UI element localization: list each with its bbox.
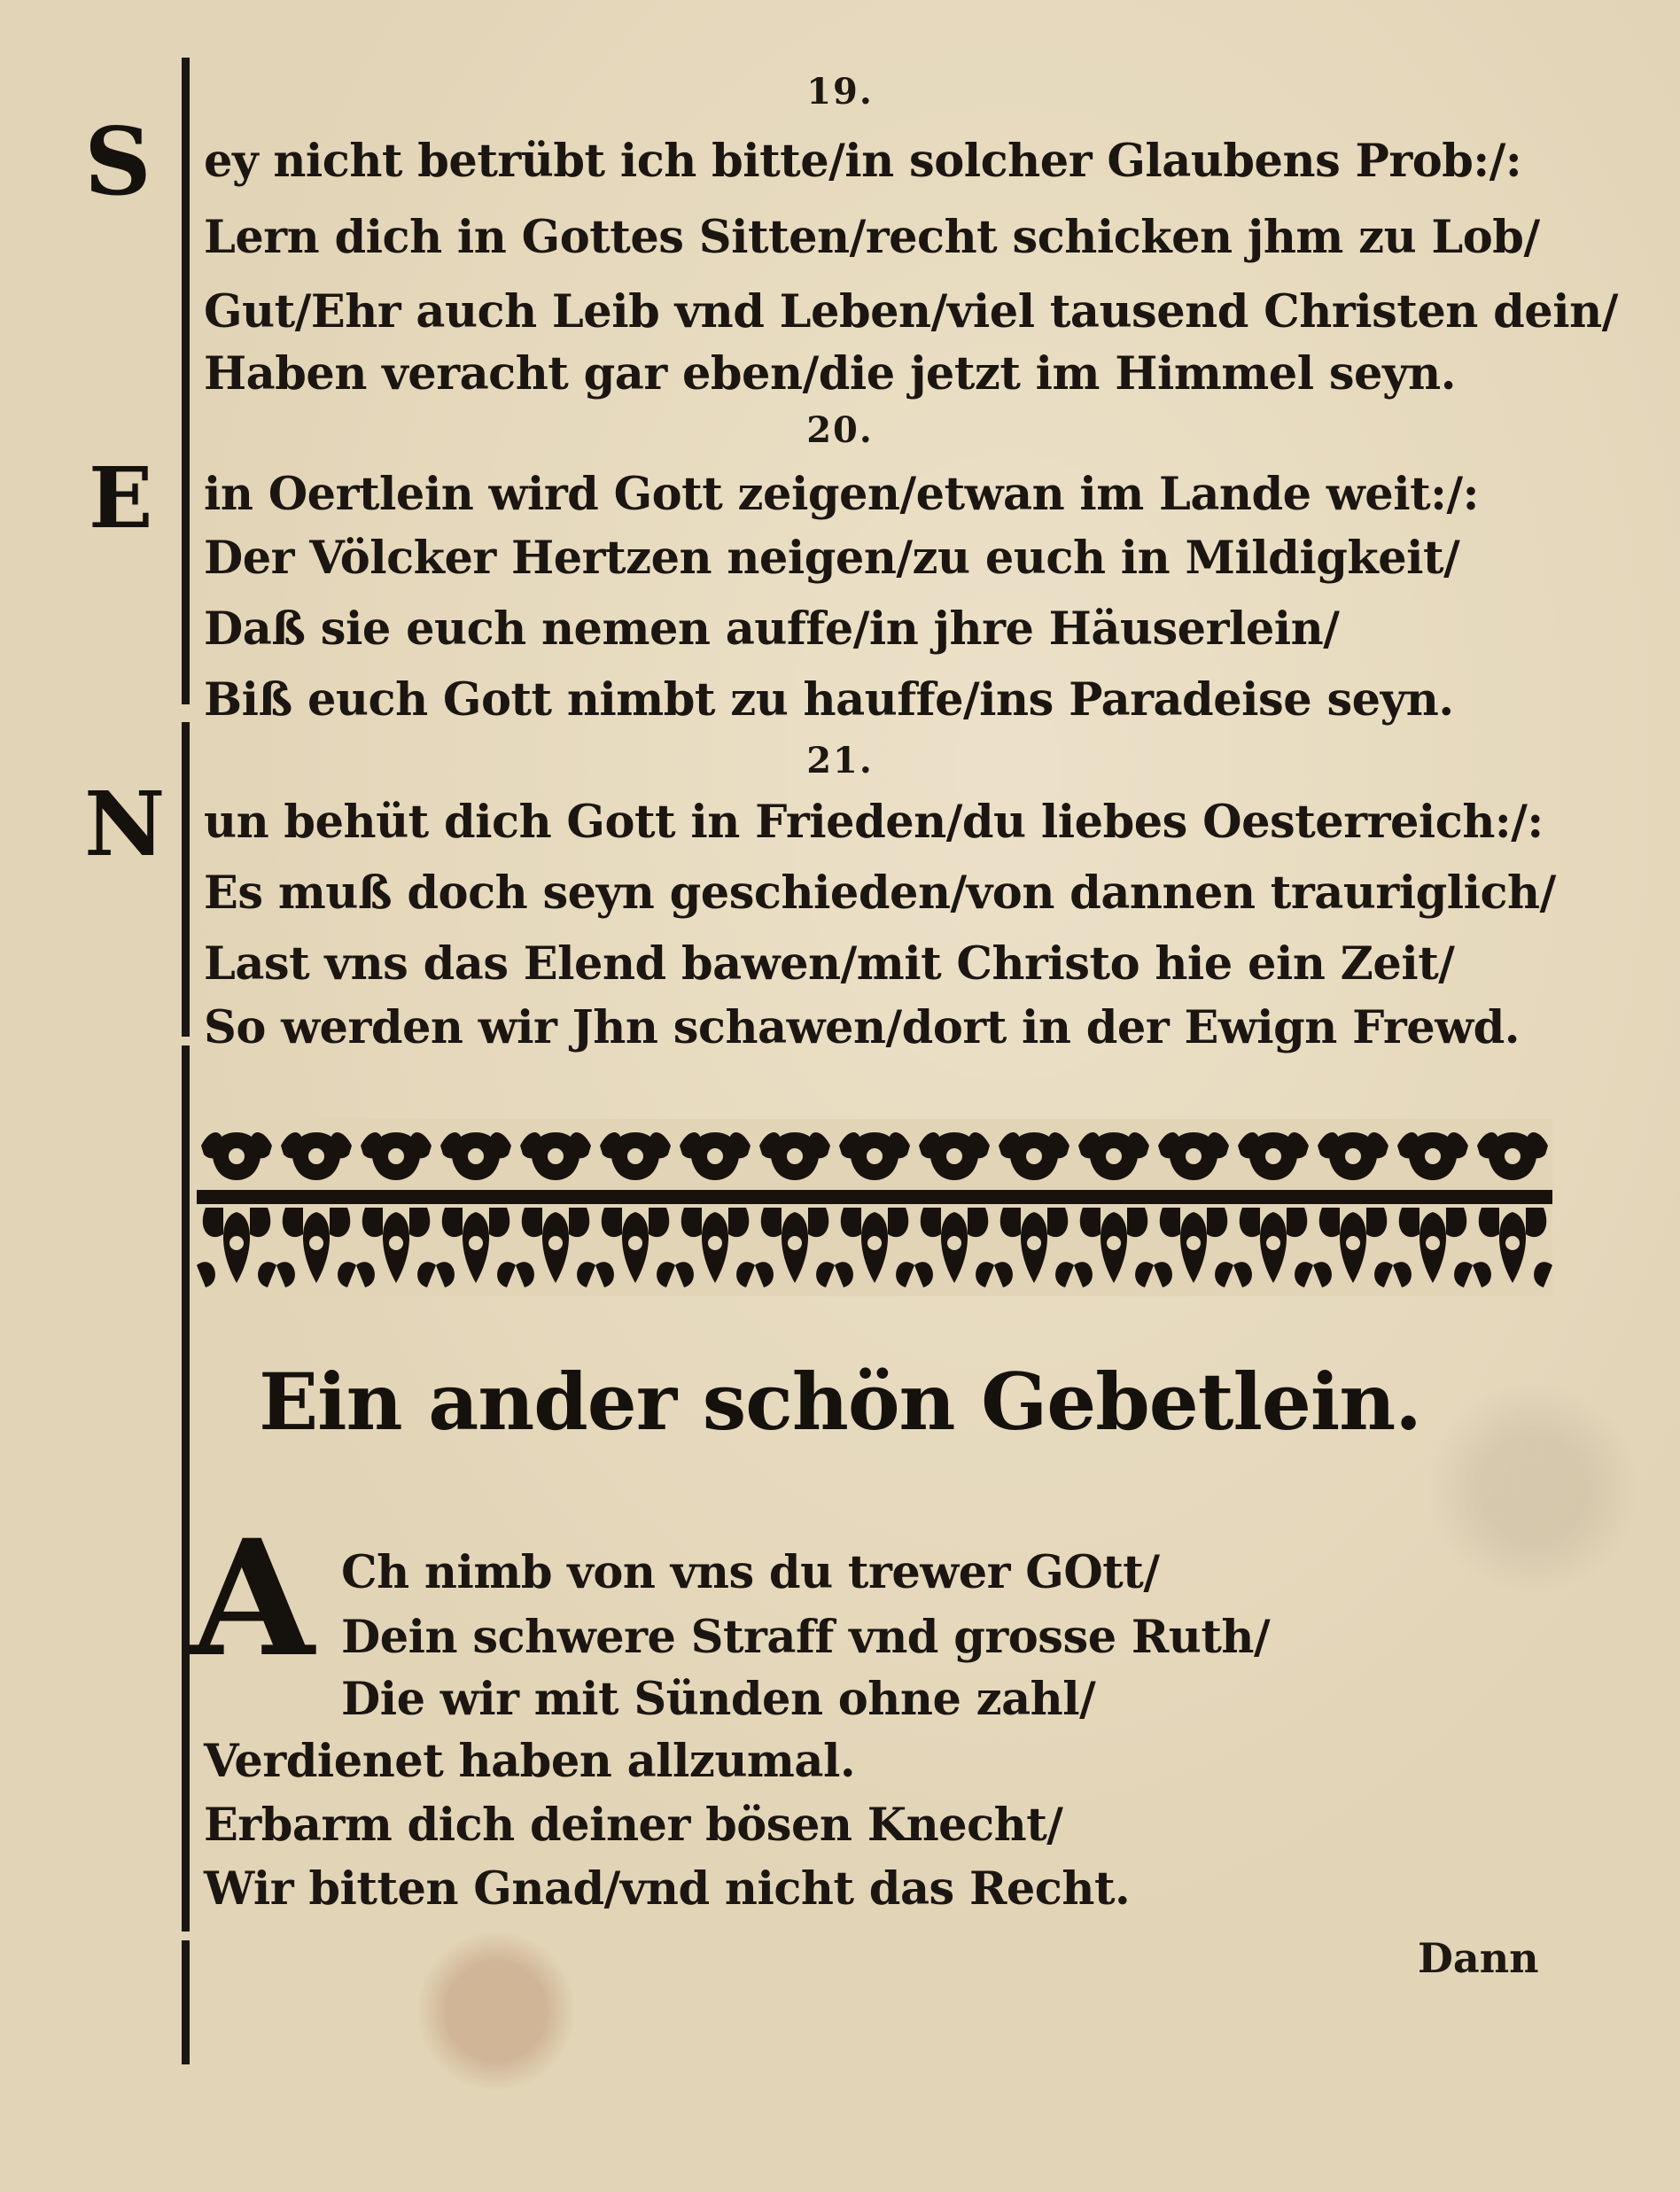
verse-line: Es muß doch seyn geschieden/von dannen trauriglich/: [204, 867, 1556, 920]
verse-line: Ch nimb von vns du trewer GOtt/: [341, 1546, 1160, 1599]
verse-line: in Oertlein wird Gott zeigen/etwan im Lande weit:/:: [204, 468, 1479, 521]
drop-cap: S: [84, 106, 152, 216]
verse-line: Erbarm dich deiner bösen Knecht/: [204, 1799, 1063, 1852]
verse-line: Verdienet haben allzumal.: [204, 1735, 856, 1788]
verse-line: Biß euch Gott nimbt zu hauffe/ins Paradeise seyn.: [204, 673, 1454, 727]
verse-line: Daß sie euch nemen auffe/in jhre Häuserlein/: [204, 602, 1340, 656]
verse-line: So werden wir Jhn schawen/dort in der Ewign Frewd.: [204, 1001, 1521, 1054]
verse-line: Lern dich in Gottes Sitten/recht schicken jhm zu Lob/: [204, 211, 1540, 264]
verse-line: Die wir mit Sünden ohne zahl/: [341, 1673, 1096, 1726]
verse-line: Gut/Ehr auch Leib vnd Leben/viel tausend Christen dein/: [204, 285, 1618, 338]
ornamental-border: [197, 1119, 1552, 1296]
stanza-number: 19.: [806, 71, 874, 113]
catchword: Dann: [1418, 1934, 1539, 1982]
margin-rule: [182, 1940, 190, 2064]
verse-line: Der Völcker Hertzen neigen/zu euch in Mildigkeit/: [204, 532, 1460, 585]
drop-cap: N: [84, 772, 166, 876]
verse-line: Wir bitten Gnad/vnd nicht das Recht.: [204, 1862, 1131, 1916]
drop-cap: A: [191, 1505, 315, 1692]
drop-cap: E: [89, 449, 153, 548]
verse-line: Haben veracht gar eben/die jetzt im Himmel seyn.: [204, 347, 1456, 400]
margin-rule: [182, 1045, 190, 1329]
prayer-title: Ein ander schön Gebetlein.: [259, 1356, 1421, 1448]
margin-rule: [182, 1595, 190, 1932]
stanza-number: 20.: [806, 409, 874, 451]
verse-line: Dein schwere Straff vnd grosse Ruth/: [341, 1611, 1271, 1664]
verse-line: ey nicht betrübt ich bitte/in solcher Glaubens Prob:/:: [204, 135, 1522, 188]
verse-line: Last vns das Elend bawen/mit Christo hie ein Zeit/: [204, 937, 1455, 991]
verse-line: un behüt dich Gott in Frieden/du liebes Oesterreich:/:: [204, 796, 1544, 849]
stanza-number: 21.: [806, 740, 874, 781]
